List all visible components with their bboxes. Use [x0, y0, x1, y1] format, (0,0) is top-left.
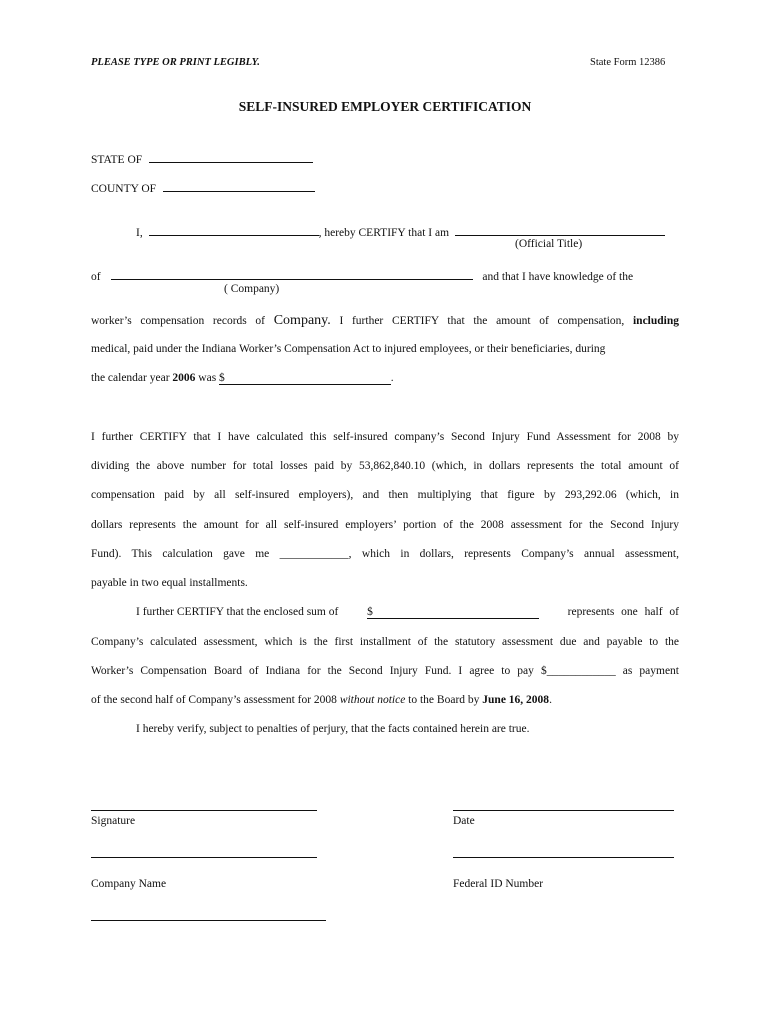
- state-of-row: [91, 151, 313, 166]
- para3-line3: Worker’s Compensation Board of Indiana for the Second Injury Fund. I agree to pay $____________ as payment: [91, 665, 679, 677]
- represents-text: represents one half of: [567, 606, 679, 618]
- official-title-field[interactable]: [455, 224, 665, 236]
- extra-line[interactable]: [91, 920, 326, 921]
- calendar-year-text: the calendar year: [91, 372, 170, 384]
- county-of-row: [91, 180, 315, 195]
- knowledge-text: and that I have knowledge of the: [482, 271, 634, 283]
- certifier-row: [136, 224, 665, 239]
- of-label: of: [91, 271, 101, 283]
- was-text: was: [198, 372, 217, 384]
- without-notice: without notice: [339, 694, 406, 706]
- county-of-label: COUNTY OF: [91, 183, 157, 195]
- enclosed-sum-text: I further CERTIFY that the enclosed sum of: [136, 606, 339, 618]
- including-word: including: [632, 315, 680, 327]
- para3-line2: Company’s calculated assessment, which is the first installment of the statutory assessment due and payable to the: [91, 636, 679, 648]
- form-number: State Form 12386: [590, 57, 666, 68]
- year-2006: 2006: [172, 372, 196, 384]
- dollar-sign: $: [219, 372, 225, 384]
- date-label: Date: [453, 815, 475, 827]
- enclosed-sum-field[interactable]: [367, 606, 539, 619]
- para1-text-a: worker’s compensation records of: [91, 315, 266, 327]
- period-2: .: [549, 694, 552, 706]
- official-title-caption: (Official Title): [515, 238, 583, 250]
- verify-statement: I hereby verify, subject to penalties of perjury, that the facts contained herein are true.: [136, 723, 530, 735]
- para3-line4: [91, 694, 552, 706]
- para2-line4: dollars represents the amount for all self-insured employers’ portion of the 2008 assessment for the Second Injury: [91, 519, 679, 531]
- amount-2006-field[interactable]: [219, 372, 391, 385]
- company-name-label: Company Name: [91, 878, 167, 890]
- period: .: [390, 372, 394, 384]
- form-title: SELF-INSURED EMPLOYER CERTIFICATION: [238, 99, 532, 114]
- state-of-label: STATE OF: [91, 154, 143, 166]
- para1-line2: medical, paid under the Indiana Worker’s Compensation Act to injured employees, or their beneficiaries, during: [91, 343, 606, 355]
- company-field[interactable]: [111, 268, 473, 280]
- para3-line1: [136, 606, 679, 619]
- signature-line[interactable]: [91, 810, 317, 811]
- para2-line3: compensation paid by all self-insured employers), and then multiplying that figure by 293,292.06 (which, in: [91, 489, 679, 501]
- due-date: June 16, 2008: [482, 694, 550, 706]
- federal-id-label: Federal ID Number: [453, 878, 544, 890]
- dollar-sign-2: $: [367, 606, 373, 618]
- para1-line1: [91, 313, 679, 329]
- para1-line3: [91, 372, 394, 384]
- para1-text-b: I further CERTIFY that the amount of compensation,: [339, 315, 625, 327]
- para2-line1: I further CERTIFY that I have calculated this self-insured company’s Second Injury Fund Assessment for 2008 by: [91, 431, 679, 443]
- date-line[interactable]: [453, 810, 674, 811]
- county-of-field[interactable]: [163, 180, 315, 192]
- para2-line6: payable in two equal installments.: [91, 577, 248, 589]
- print-instruction: PLEASE TYPE OR PRINT LEGIBLY.: [91, 57, 260, 68]
- signature-label: Signature: [91, 815, 136, 827]
- para2-line2: dividing the above number for total losses paid by 53,862,840.10 (which, in dollars represents the total amount of: [91, 460, 679, 472]
- company-caption: ( Company): [224, 283, 280, 295]
- second-half-text: of the second half of Company’s assessment for 2008: [91, 694, 337, 706]
- company-word: Company.: [273, 313, 331, 328]
- company-row: [91, 268, 633, 283]
- certify-text: , hereby CERTIFY that I am: [318, 227, 450, 239]
- state-of-field[interactable]: [149, 151, 313, 163]
- company-name-line[interactable]: [91, 857, 317, 858]
- i-prefix: I,: [136, 227, 143, 239]
- certifier-name-field[interactable]: [149, 224, 319, 236]
- para2-line5: Fund). This calculation gave me ____________, which in dollars, represents Company’s annual assessment,: [91, 548, 679, 560]
- federal-id-line[interactable]: [453, 857, 674, 858]
- board-by-text: to the Board by: [408, 694, 480, 706]
